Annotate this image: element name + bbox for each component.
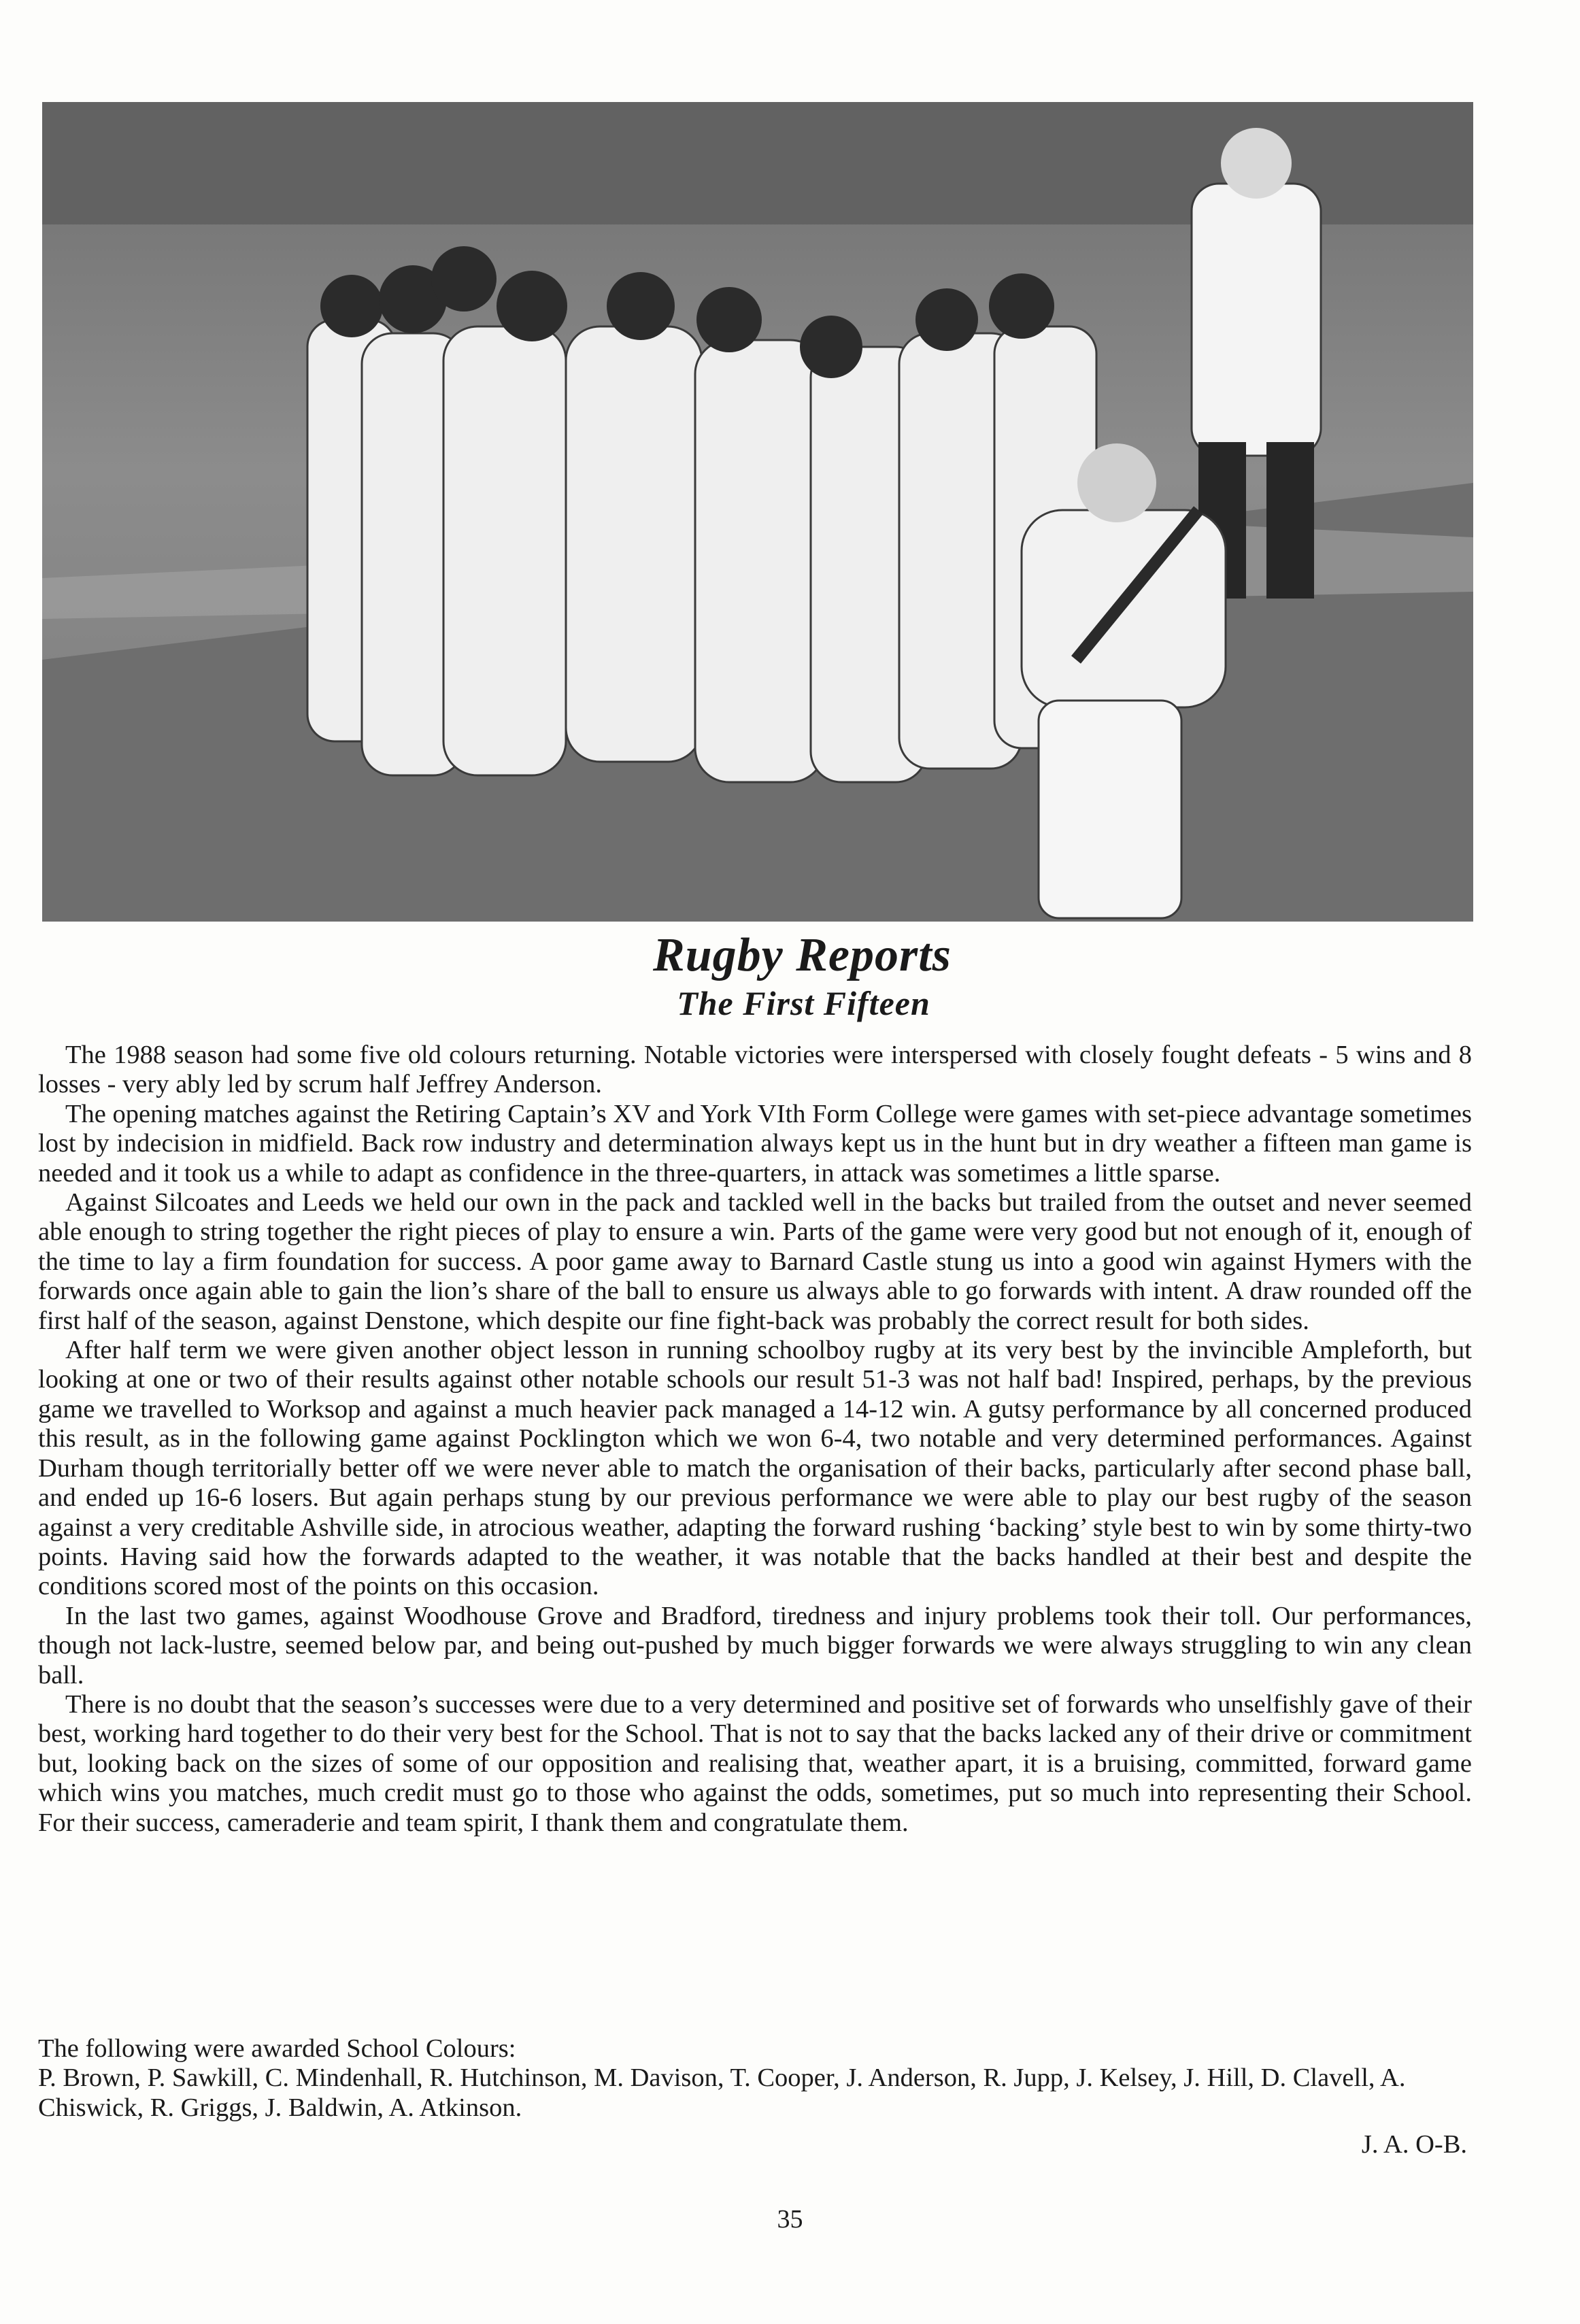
school-colours-section bbox=[38, 2034, 1472, 2123]
paragraph: Against Silcoates and Leeds we held our own in the pack and tackled well in the backs but trailed from the outset and never seemed able enough to string together the right pieces of play to ensure a win. Parts of the game were very good but not enough of it, enough of the time to lay a firm foundation for success. A poor game away to Barnard Castle stung us into a good win against Hymers with the forwards once again able to gain the lion’s share of the ball to ensure us always able to go forwards with intent. A draw rounded off the first half of the season, against Denstone, which despite our fine fight-back was probably the correct result for both sides. bbox=[38, 1188, 1472, 1335]
paragraph: The 1988 season had some five old colours returning. Notable victories were interspersed with closely fought defeats - 5 wins and 8 losses - very ably led by scrum half Jeffrey Anderson. bbox=[38, 1041, 1472, 1099]
article-title: Rugby Reports bbox=[653, 929, 952, 981]
author-signature: J. A. O-B. bbox=[1361, 2130, 1467, 2159]
paragraph: There is no doubt that the season’s successes were due to a very determined and positive set of forwards who unselfishly gave of their best, working hard together to do their very best for the School. That is not to say that the backs lacked any of their drive or commitment but, looking back on the sizes of some of our opposition and realising that, weather apart, it is a bruising, committed, forward game which wins you matches, much credit must go to those who against the odds, sometimes, put so much into representing their School. For their success, cameraderie and team spirit, I thank them and congratulate them. bbox=[38, 1689, 1472, 1837]
photo-illustration bbox=[42, 102, 1473, 922]
article-subtitle: The First Fifteen bbox=[677, 984, 930, 1022]
page-number: 35 bbox=[777, 2205, 803, 2234]
article-body bbox=[38, 1041, 1472, 1838]
paragraph: The opening matches against the Retiring Captain’s XV and York VIth Form College were games with set-piece advantage sometimes lost by indecision in midfield. Back row industry and determination always kept us in the hunt but in dry weather a fifteen man game is needed and it took us a while to adapt as confidence in the three-quarters, in attack was sometimes a little sparse. bbox=[38, 1099, 1472, 1188]
colours-intro: The following were awarded School Colours: bbox=[38, 2034, 516, 2063]
cricket-team-photo bbox=[42, 102, 1473, 922]
colours-names: P. Brown, P. Sawkill, C. Mindenhall, R. Hutchinson, M. Davison, T. Cooper, J. Anderson, R. Jupp, J. Kelsey, J. Hill, D. Clavell, A. Chiswick, R. Griggs, J. Baldwin, A. Atkinson. bbox=[38, 2064, 1406, 2122]
paragraph: After half term we were given another object lesson in running schoolboy rugby at its very best by the invincible Ampleforth, but looking at one or two of their results against other notable schools our result 51-3 was not half bad! Inspired, perhaps, by the previous game we travelled to Worksop and against a much heavier pack managed a 14-12 win. A gutsy performance by all concerned produced this result, as in the following game against Pocklington which we won 6-4, two notable and very determined performances. Against Durham though territorially better off we were never able to match the organisation of their backs, particularly after second phase ball, and ended up 16-6 losers. But again perhaps stung by our previous performance we were able to play our best rugby of the season against a very creditable Ashville side, in atrocious weather, adapting the forward rushing ‘backing’ style best to win by some thirty-two points. Having said how the forwards adapted to the weather, it was notable that the backs handled at their best and despite the conditions scored most of the points on this occasion. bbox=[38, 1336, 1472, 1601]
paragraph: In the last two games, against Woodhouse Grove and Bradford, tiredness and injury problems took their toll. Our performances, though not lack-lustre, seemed below par, and being out-pushed by much bigger forwards we were always struggling to win any clean ball. bbox=[38, 1601, 1472, 1689]
